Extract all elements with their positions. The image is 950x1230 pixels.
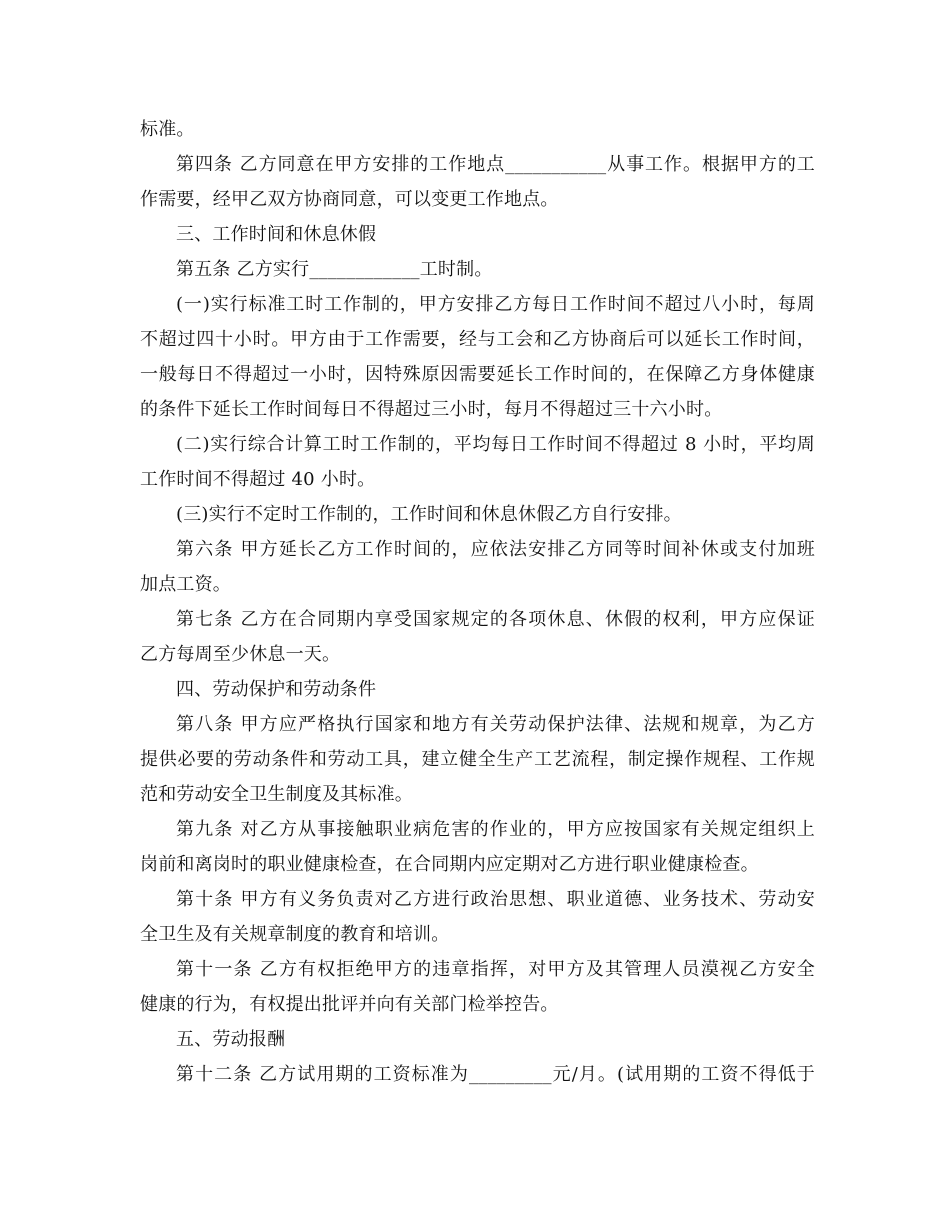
text-line: 岗前和离岗时的职业健康检查，在合同期内应定期对乙方进行职业健康检查。 <box>140 854 759 875</box>
section-heading: 四、劳动保护和劳动条件 <box>176 679 377 700</box>
clause-5-item-2: (二)实行综合计算工时工作制的，平均每日工作时间不得超过 8 小时，平均周 <box>176 434 815 455</box>
text-line: 健康的行为，有权提出批评并向有关部门检举控告。 <box>140 994 559 1015</box>
clause-10: 第十条 甲方有义务负责对乙方进行政治思想、职业道德、业务技术、劳动安 <box>176 889 815 910</box>
text-line: 加点工资。 <box>140 574 231 595</box>
section-heading: 五、劳动报酬 <box>176 1029 286 1050</box>
clause-8: 第八条 甲方应严格执行国家和地方有关劳动保护法律、法规和规章，为乙方 <box>176 714 815 735</box>
text-line: 工作时间不得超过 40 小时。 <box>140 469 376 490</box>
text-line: 作需要，经甲乙双方协商同意，可以变更工作地点。 <box>140 189 559 210</box>
text-line: 提供必要的劳动条件和劳动工具，建立健全生产工艺流程，制定操作规程、工作规 <box>140 749 815 770</box>
clause-4: 第四条 乙方同意在甲方安排的工作地点___________从事工作。根据甲方的工 <box>176 154 815 175</box>
text-line: 标准。 <box>140 119 195 140</box>
clause-12: 第十二条 乙方试用期的工资标准为_________元/月。(试用期的工资不得低于 <box>176 1064 815 1085</box>
clause-7: 第七条 乙方在合同期内享受国家规定的各项休息、休假的权利，甲方应保证 <box>176 609 815 630</box>
text-line: 乙方每周至少休息一天。 <box>140 644 341 665</box>
contract-text <box>140 112 815 1092</box>
text-line: 一般每日不得超过一小时，因特殊原因需要延长工作时间的，在保障乙方身体健康 <box>140 364 815 385</box>
text-line: 不超过四十小时。甲方由于工作需要，经与工会和乙方协商后可以延长工作时间， <box>140 329 815 350</box>
clause-9: 第九条 对乙方从事接触职业病危害的作业的，甲方应按国家有关规定组织上 <box>176 819 815 840</box>
text-line: 的条件下延长工作时间每日不得超过三小时，每月不得超过三十六小时。 <box>140 399 723 420</box>
clause-5: 第五条 乙方实行____________工时制。 <box>176 259 493 280</box>
clause-6: 第六条 甲方延长乙方工作时间的，应依法安排乙方同等时间补休或支付加班 <box>176 539 815 560</box>
text-line: 全卫生及有关规章制度的教育和培训。 <box>140 924 450 945</box>
clause-11: 第十一条 乙方有权拒绝甲方的违章指挥，对甲方及其管理人员漠视乙方安全 <box>176 959 815 980</box>
text-line: 范和劳动安全卫生制度及其标准。 <box>140 784 413 805</box>
clause-5-item-1: (一)实行标准工时工作制的，甲方安排乙方每日工作时间不超过八小时，每周 <box>176 294 815 315</box>
clause-5-item-3: (三)实行不定时工作制的，工作时间和休息休假乙方自行安排。 <box>176 504 682 525</box>
section-heading: 三、工作时间和休息休假 <box>176 224 377 245</box>
